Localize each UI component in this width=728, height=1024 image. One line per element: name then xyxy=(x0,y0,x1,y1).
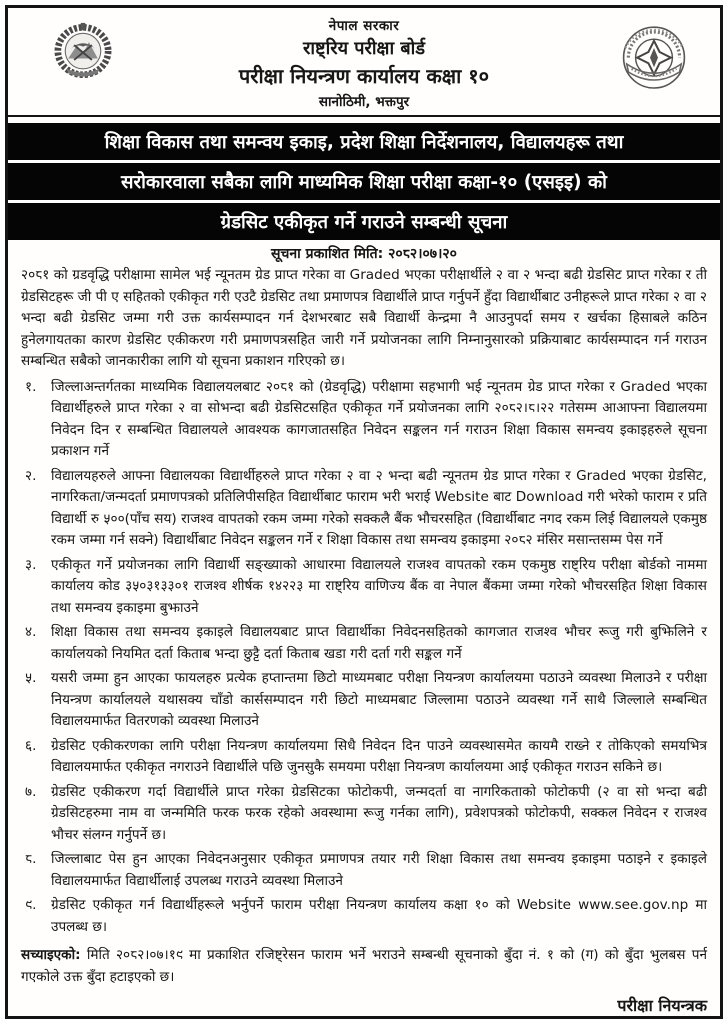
correction-note xyxy=(21,945,707,988)
list-item xyxy=(21,782,707,847)
correction-text: मिति २०८२।०७।१९ मा प्रकाशित रजिष्ट्रेसन फाराम भर्ने भराउने सम्बन्धी सूचनाको बुँदा नं. १ को (ग) को बुँदा भुलबस पर्न गएकोले उक्त बुँदा हटाइएको छ। xyxy=(21,947,707,985)
item-number: ८. xyxy=(25,851,37,867)
correction-label: सच्याइएको: xyxy=(21,947,81,963)
government-name: नेपाल सरकार xyxy=(328,18,400,34)
item-text: जिल्लाबाट पेस हुन आएका निवेदनअनुसार एकीकृत प्रमाणपत्र तयार गरी शिक्षा विकास तथा समन्वय इकाइमा पठाइने र इकाइले विद्यालयमार्फत विद्यार्थीलाई उपलब्ध गराउने व्यवस्था मिलाउने xyxy=(51,851,707,889)
item-text: यसरी जम्मा हुन आएका फायलहरु प्रत्येक हप्तान्तमा छिटो माध्यमबाट परीक्षा नियन्त्रण कार्यालयमा पठाउने व्यवस्था मिलाउने र परीक्षा नियन्त्रण कार्यालयले यथासक्य चाँडो कार्ससम्पादन गरी छिटो माध्यमबाट जिल्लामा पठाउने व्यवस्था गर्ने साथै जिल्लाले सम्बन्धित विद्यालयमार्फत वितरणको व्यवस्था मिलाउने xyxy=(51,670,707,729)
item-number: २. xyxy=(25,467,37,484)
item-number: ३. xyxy=(25,556,37,573)
letterhead xyxy=(8,8,720,117)
item-number: ४. xyxy=(25,624,37,640)
item-text: जिल्लाअन्तर्गतका माध्यमिक विद्यालयलबाट २०८१ को (ग्रेडवृद्धि) परीक्षामा सहभागी भई न्यूनतम ग्रेड प्राप्त गरेका र Graded भएका विद्यार्थीहरुले प्राप्त गरेका २ वा सोभन्दा बढी ग्रेडसिटसहित एकीकृत गर्ने प्रयोजनका लागि २०८२।८।२२ गतेसम्म आआफ्ना विद्यालयमा निवेदन दिन र सम्बन्धित विद्यालयले आवश्यक कागजातसहित निवेदन सङ्कलन गर्न गराउन शिक्षा विकास समन्वय इकाइहरुले सूचना प्रकाशन गर्ने xyxy=(51,378,707,459)
item-text: शिक्षा विकास तथा समन्वय इकाइले विद्यालयबाट प्राप्त विद्यार्थीका निवेदनसहितको कागजात राजश्व भौचर रूजु गरी बुझिलिने र कार्यालयको नियमित दर्ता किताब भन्दा छुट्टै दर्ता किताब खडा गरी दर्ता गरी सङ्कल गर्ने xyxy=(51,624,707,662)
office-name: परीक्षा नियन्त्रण कार्यालय कक्षा १० xyxy=(238,64,490,88)
list-item xyxy=(21,377,707,463)
notice-body xyxy=(8,265,720,988)
signatory-title: परीक्षा नियन्त्रक xyxy=(617,996,707,1015)
item-number: ६. xyxy=(25,737,37,754)
examination-board-seal-icon xyxy=(614,16,694,96)
item-text: ग्रेडसिट एकीकृत गर्न विद्यार्थीहरूले भर्नुपर्ने फाराम परीक्षा नियन्त्रण कार्यालय कक्षा १० को Website www.see.gov.np मा उपलब्ध छ। xyxy=(51,897,707,935)
item-number: ७. xyxy=(25,783,37,800)
title-line-2: सरोकारवाला सबैका लागि माध्यमिक शिक्षा परीक्षा कक्षा-१० (एसइइ) को xyxy=(8,163,720,200)
nepal-government-emblem-icon xyxy=(46,16,120,92)
item-text: ग्रेडसिट एकीकरणका लागि परीक्षा नियन्त्रण कार्यालयमा सिधै निवेदन दिन पाउने व्यवस्थासमेत कायमै राख्ने र तोकिएको समयभित्र विद्यालयमार्फत एकीकृत नगराउने विद्यार्थीले पछि जुनसुकै समयमा परीक्षा नियन्त्रण कार्यालयमा आई एकीकृत गराउन सकिने छ। xyxy=(51,737,707,775)
notice-page xyxy=(5,5,723,1019)
list-item xyxy=(21,555,707,620)
procedure-list xyxy=(21,377,707,939)
title-line-3: ग्रेडसिट एकीकृत गर्ने गराउने सम्बन्धी सूचना xyxy=(8,203,720,240)
published-date: सूचना प्रकाशित मिति: २०८२।०७।२० xyxy=(271,246,457,262)
item-text: एकीकृत गर्ने प्रयोजनका लागि विद्यार्थी सङ्ख्याको आधारमा विद्यालयले राजश्व वापतको रकम एकमुष्ठ राष्ट्रिय परीक्षा बोर्डको नाममा कार्यालय कोड ३५०३१३३०१ राजश्व शीर्षक १४२२३ मा राष्ट्रिय वाणिज्य बैंक वा नेपाल बैंकमा जम्मा गरेको भौचरसहित शिक्षा विकास तथा समन्वय इकाइमा बुझाउने xyxy=(51,556,707,616)
item-text: ग्रेडसिट एकीकरण गर्दा विद्यार्थीले प्राप्त गरेका ग्रेडसिटका फोटोकपी, जन्मदर्ता वा नागरिकताको फोटोकपी (२ वा सो भन्दा बढी ग्रेडसिटहरुमा नाम वा जन्ममिति फरक फरक रहेको अवस्थामा रूजु गर्नका लागि), प्रवेशपत्रको फोटोकपी, सक्कल निवेदन र राजश्व भौचर संलग्न गर्नुपर्ने छ। xyxy=(51,783,707,843)
notice-title-block xyxy=(8,123,720,240)
list-item xyxy=(21,466,707,552)
title-line-1: शिक्षा विकास तथा समन्वय इकाइ, प्रदेश शिक्षा निर्देशनालय, विद्यालयहरू तथा xyxy=(8,123,720,160)
list-item xyxy=(21,622,707,665)
item-number: ५. xyxy=(25,670,37,686)
item-number: १. xyxy=(25,378,37,395)
list-item xyxy=(21,668,707,733)
intro-paragraph: २०८१ को ग्रडवृद्धि परीक्षामा सामेल भई न्यूनतम ग्रेड प्राप्त गरेका वा Graded भएका परीक्षार्थीले २ वा २ भन्दा बढी ग्रेडसिट प्राप्त गरेका र ती ग्रेडसिटहरू जी पी ए सहितको एकीकृत गरी एउटै ग्रेडसिट तथा प्रमाणपत्र विद्यार्थीले प्राप्त गर्नुपर्ने हुँदा विद्यार्थीबाट उनीहरूले प्राप्त गरेका २ वा २ भन्दा बढी ग्रेडसिट जम्मा गरी उक्त कार्यसम्पादन गर्न देशभरबाट सबै विद्यार्थी केन्द्रमा नै आउनुपर्दा समय र खर्चका हिसाबले कठिन हुनेलगायतका कारण ग्रेडसिट एकीकरण गरी प्रमाणपत्रसहित जारी गर्ने प्रयोजनका लागि निम्नानुसारको प्रक्रियाबाट कार्यसम्पादन गर्न गराउन सम्बन्धित सबैको जानकारीका लागि यो सूचना प्रकाशन गरिएको छ। xyxy=(21,267,707,369)
office-address: सानोठिमी, भक्तपुर xyxy=(318,94,410,110)
item-number: ९. xyxy=(25,897,37,913)
item-text: विद्यालयहरुले आफ्ना विद्यालयका विद्यार्थीहरुले प्राप्त गरेका २ वा २ भन्दा बढी न्यूनतम ग्रेड प्राप्त गरेका र Graded भएका ग्रेडसिट, नागरिकता/जन्मदर्ता प्रमाणपत्रको प्रतिलिपीसहित विद्यार्थीबाट फाराम भरी भराई Website बाट Download गरी भरेको फाराम र प्रति विद्यार्थी रु ५००(पाँच सय) राजश्व वापतको रकम जम्मा गरेको सक्कलै बैंक भौचरसहित (विद्यार्थीबाट नगद रकम लिई विद्यालयले एकमुष्ठ रकम जम्मा गर्न सक्ने) विद्यार्थीबाट निवेदन सङ्कलन गर्ने र शिक्षा विकास तथा समन्वय इकाइमा २०८२ मंसिर मसान्तसम्म पेस गर्ने xyxy=(51,467,707,548)
list-item xyxy=(21,895,707,938)
list-item xyxy=(21,849,707,892)
board-name: राष्ट्रिय परीक्षा बोर्ड xyxy=(303,38,425,59)
list-item xyxy=(21,736,707,779)
